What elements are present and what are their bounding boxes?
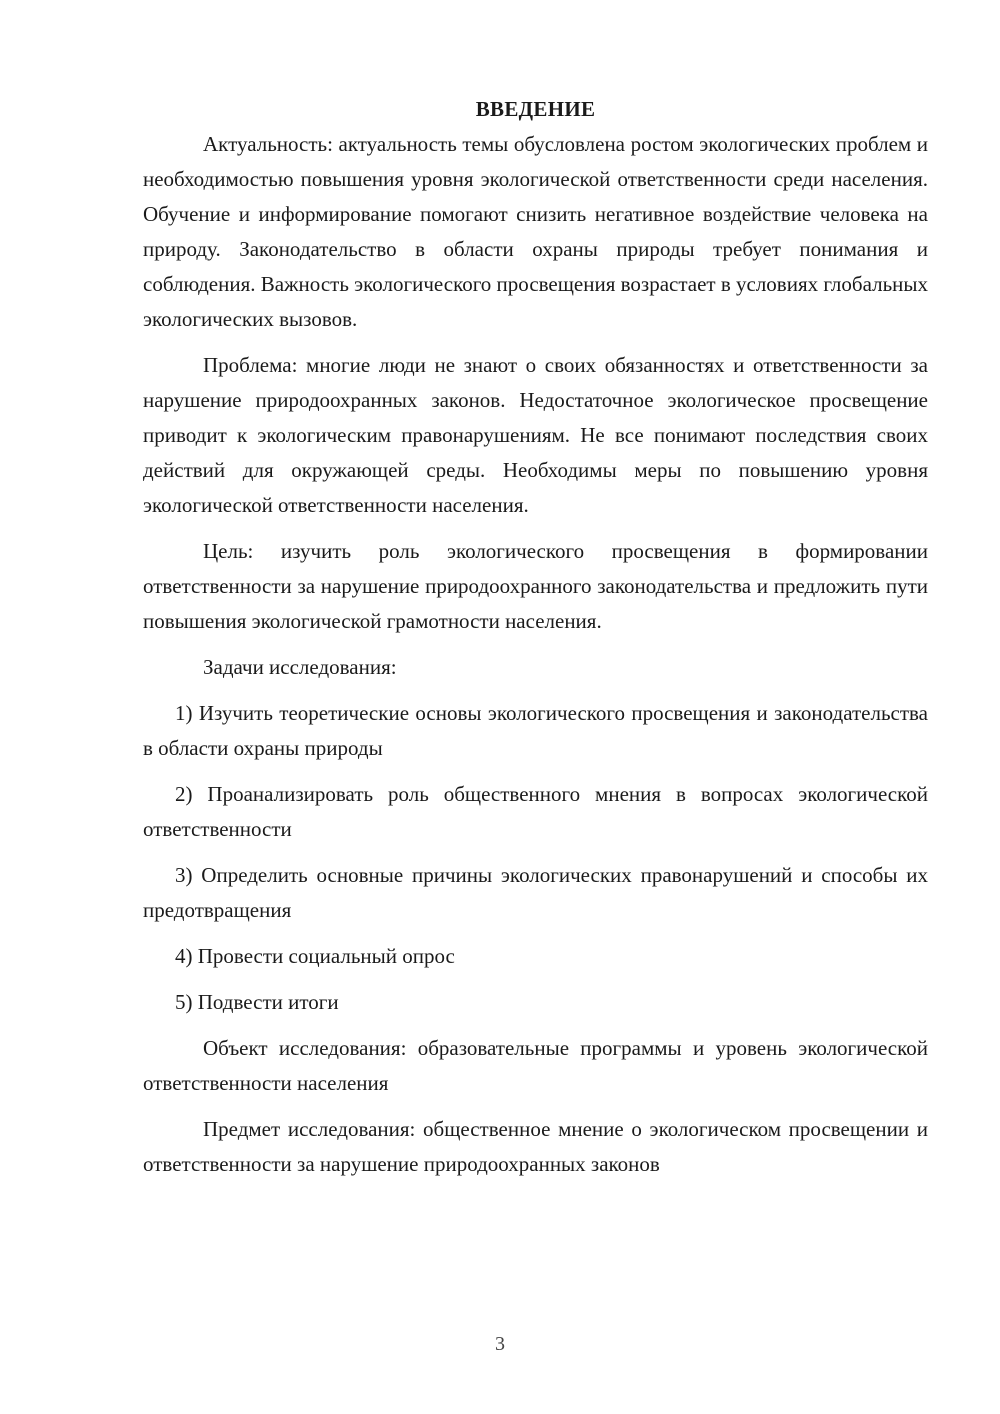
task-item-5: 5) Подвести итоги [175,990,339,1014]
page-heading: ВВЕДЕНИЕ [475,97,596,121]
relevance-paragraph: Актуальность: актуальность темы обусловлена ростом экологических проблем и необходимостью повышения уровня экологической ответственности среди населения. Обучение и информирование помогают снизить негативное воздействие человека на природу. Законодательство в области охраны природы требует понимания и соблюдения. Важность экологического просвещения возрастает в условиях глобальных экологических вызовов. [143,132,928,331]
object-paragraph: Объект исследования: образовательные программы и уровень экологической ответственности населения [143,1036,928,1095]
task-item-4: 4) Провести социальный опрос [175,944,455,968]
goal-paragraph: Цель: изучить роль экологического просвещения в формировании ответственности за нарушение природоохранного законодательства и предложить пути повышения экологической грамотности населения. [143,539,928,633]
document-page [143,92,928,1193]
page-number: 3 [495,1333,505,1355]
tasks-intro: Задачи исследования: [203,655,397,679]
problem-paragraph: Проблема: многие люди не знают о своих обязанностях и ответственности за нарушение природоохранных законов. Недостаточное экологическое просвещение приводит к экологическим правонарушениям. Не все понимают последствия своих действий для окружающей среды. Необходимы меры по повышению уровня экологической ответственности населения. [143,353,928,517]
subject-paragraph: Предмет исследования: общественное мнение о экологическом просвещении и ответственности за нарушение природоохранных законов [143,1117,928,1176]
task-item-1: 1) Изучить теоретические основы экологического просвещения и законодательства в области охраны природы [143,701,928,760]
task-item-3: 3) Определить основные причины экологических правонарушений и способы их предотвращения [143,863,928,922]
task-item-2: 2) Проанализировать роль общественного мнения в вопросах экологической ответственности [143,782,928,841]
